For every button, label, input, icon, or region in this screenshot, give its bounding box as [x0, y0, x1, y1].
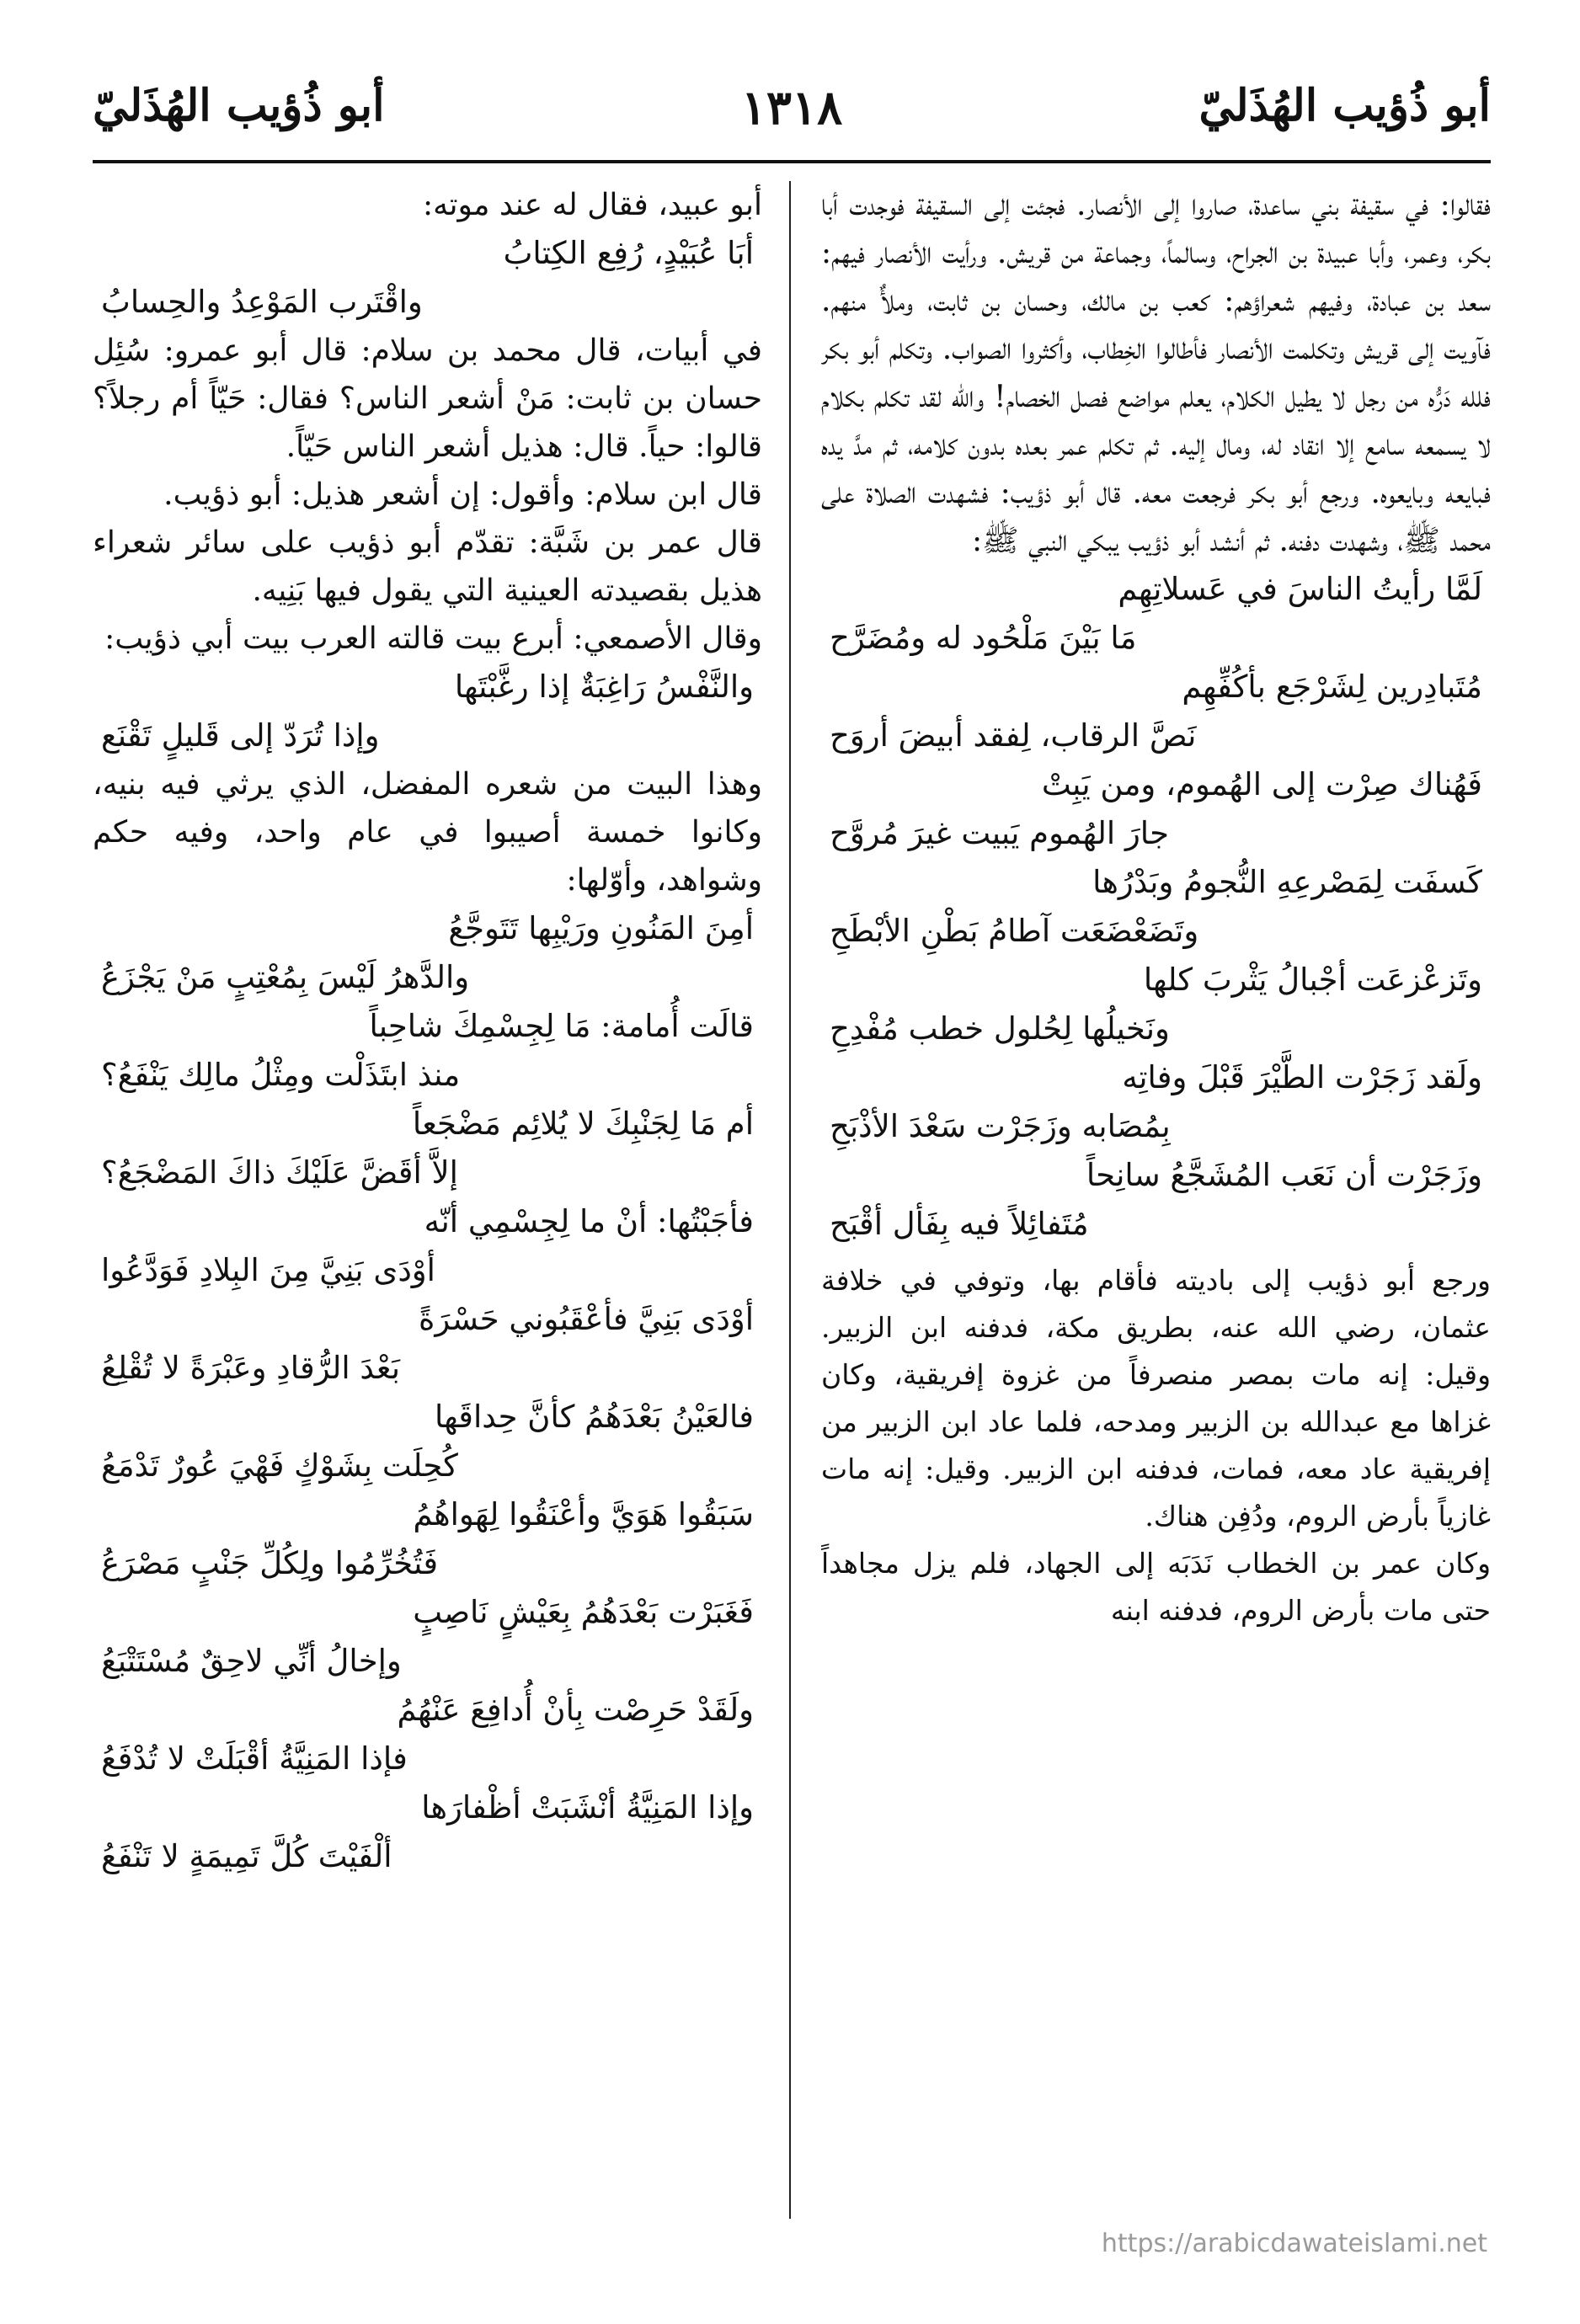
verse-line: وتَزعْزعَت أجْبالُ يَثْربَ كلها [1143, 962, 1482, 998]
verse-line: ونَخيلُها لِحُلول خطب مُفْدِحِ [830, 1010, 1170, 1047]
verse-line: كَسفَت لِمَصْرعِهِ النُّجومُ وبَدْرُها [1092, 864, 1482, 900]
paragraph: في أبيات، قال محمد بن سلام: قال أبو عمرو: سُئِل حسان بن ثابت: مَنْ أشعر الناس؟ فقال: حَيّاً أم رجلاً؟ قالوا: حياً. قال: هذيل أشعر الناس حَيّاً. [93, 333, 762, 464]
verse-line: ولَقد زَجَرْت الطَّيْرَ قَبْلَ وفاتِه [1122, 1059, 1482, 1095]
paragraph: قال ابن سلام: وأقول: إن أشعر هذيل: أبو ذؤيب. [163, 477, 762, 512]
verse-line: أبَا عُبَيْدٍ، رُفِع الكِتابُ [503, 235, 754, 271]
verse-line: إلاَّ أقَضَّ عَلَيْكَ ذاكَ المَضْجَعُ؟ [101, 1154, 458, 1191]
page-number: ١٣١٨ [740, 80, 843, 136]
verse-line: وزَجَرْت أن نَعَب المُشَجَّعُ سانِحاً [1086, 1157, 1482, 1193]
verse-line: مُتَبادِرين لِشَرْجَع بأكُفِّهِم [1182, 669, 1482, 705]
verse-line: أوْدَى بَنِيَّ مِنَ البِلادِ فَوَدَّعُوا [101, 1252, 435, 1288]
header-rule [93, 160, 1491, 163]
verse-line: فَغَبَرْت بَعْدَهُمُ بِعَيْشٍ نَاصِبٍ [413, 1594, 754, 1630]
verse-line: وإخالُ أنِّي لاحِقٌ مُسْتَتْبَعُ [101, 1643, 402, 1679]
verse-line: فَتُخُرِّمُوا ولِكُلِّ جَنْبٍ مَصْرَعُ [101, 1545, 439, 1581]
verse-line: فالعَيْنُ بَعْدَهُمُ كأنَّ حِداقَها [434, 1399, 754, 1435]
verse-line: والنَّفْسُ رَاغِبَةٌ إذا رغَّبْتَها [454, 669, 754, 705]
verse-line: فإذا المَنِيَّةُ أقْبَلَتْ لا تُدْفَعُ [101, 1740, 408, 1777]
verse-line: قالَت أُمامة: مَا لِجِسْمِكَ شاحِباً [369, 1008, 754, 1044]
verse-line: وإذا تُرَدّ إلى قَليلٍ تَقْنَع [101, 717, 380, 754]
watermark-url: https://arabicdawateislami.net [1101, 2229, 1487, 2258]
verse-line: منذ ابتَذَلْت ومِثْلُ مالِك يَنْفَعُ؟ [101, 1057, 461, 1093]
verse-line: وتَضَعْضَعَت آطامُ بَطْنِ الأبْطَحِ [830, 913, 1199, 949]
header-title-left: أبو ذُؤيب الهُذَليّ [93, 80, 385, 131]
column-divider [789, 181, 791, 2219]
paragraph: ورجع أبو ذؤيب إلى باديته فأقام بها، وتوفي في خلافة عثمان، رضي الله عنه، بطريق مكة، فدفنه ابن الزبير. وقيل: إنه مات بمصر منصرفاً من غزوة إفريقية، وكان غزاها مع عبدالله بن الزبير ومدحه، فلما عاد ابن الزبير من إفريقية عاد معه، فمات، فدفنه ابن الزبير. وقيل: إنه مات غازياً بأرض الروم، ودُفِن هناك. [821, 1264, 1491, 1532]
verse-line: نَصَّ الرقاب، لِفقد أبيضَ أروَح [830, 717, 1197, 754]
header-title-right: أبو ذُؤيب الهُذَليّ [1198, 80, 1491, 131]
verse-line: كُحِلَت بِشَوْكٍ فَهْيَ عُورٌ تَدْمَعُ [101, 1447, 458, 1484]
verse-line: جارَ الهُموم يَبيت غيرَ مُروَّح [830, 815, 1169, 851]
verse-line: أمِنَ المَنُونِ ورَيْبِها تَتَوجَّعُ [448, 910, 754, 946]
paragraph: وكان عمر بن الخطاب نَدَبَه إلى الجهاد، فلم يزل مجاهداً حتى مات بأرض الروم، فدفنه ابنه [821, 1547, 1491, 1627]
verse-line: ألْفَيْتَ كُلَّ تَمِيمَةٍ لا تَنْفَعُ [101, 1838, 392, 1874]
verse-line: والدَّهرُ لَيْسَ بِمُعْتِبٍ مَنْ يَجْزَعُ [101, 959, 470, 995]
verse-line: بِمُصَابه وزَجَرْت سَعْدَ الأذْبَحِ [830, 1108, 1171, 1144]
verse-line: ولَقَدْ حَرِصْت بِأنْ أُدافِعَ عَنْهُمُ [397, 1692, 754, 1728]
verse-line: مَا بَيْنَ مَلْحُود له ومُضَرَّح [830, 620, 1137, 656]
poem [93, 904, 762, 1881]
right-column [821, 181, 1491, 2219]
verse-line: أوْدَى بَنِيَّ فأعْقَبُوني حَسْرَةً [418, 1301, 754, 1337]
verse-line: وإذا المَنِيَّةُ أنْشَبَتْ أظْفارَها [421, 1789, 754, 1826]
verse-line: أم مَا لِجَنْبِكَ لا يُلائِم مَضْجَعاً [412, 1106, 754, 1142]
left-column [93, 181, 762, 2219]
paragraph: أبو عبيد، فقال له عند موته: [423, 188, 762, 222]
verse-line: فأجَبْتُها: أنْ ما لِجِسْمِي أنّه [424, 1203, 754, 1239]
paragraph: فقالوا: في سقيفة بني ساعدة، صاروا إلى الأنصار. فجئت إلى السقيفة فوجدت أبا بكر، وعمر، وأبا عبيدة بن الجراح، وسالماً، وجماعة من قريش. ورأيت الأنصار فيهم: سعد بن عبادة، وفيهم شعراؤهم: كعب بن مالك، وحسان بن ثابت، وملأٌ منهم. فآويت إلى قريش وتكلمت الأنصار فأطالوا الخِطاب، وأكثروا الصواب. وتكلم أبو بكر فلله دَرُّه من رجل لا يطيل الكلام، يعلم مواضع فصل الخصام! والله لقد تكلم بكلام لا يسمعه سامع إلا انقاد له، ومال إليه. ثم تكلم عمر بعده بدون كلامه، ثم مدَّ يده فبايعه وبايعوه. ورجع أبو بكر فرجعت معه. قال أبو ذؤيب: فشهدت الصلاة على محمد ﷺ، وشهدت دفنه. ثم أنشد أبو ذؤيب يبكي النبي ﷺ: [821, 188, 1491, 558]
verse-line: فَهُناك صِرْت إلى الهُموم، ومن يَبِتْ [1041, 766, 1482, 802]
verse-line: بَعْدَ الرُّقادِ وعَبْرَةً لا تُقْلِعُ [101, 1350, 400, 1386]
paragraph: قال عمر بن شَبَّة: تقدّم أبو ذؤيب على سائر شعراء هذيل بقصيدته العينية التي يقول فيها بَنِيه. [93, 525, 762, 608]
paragraph: وهذا البيت من شعره المفضل، الذي يرثي فيه بنيه، وكانوا خمسة أصيبوا في عام واحد، وفيه حكم وشواهد، وأوّلها: [93, 767, 762, 898]
verse-line: مُتَفائِلاً فيه بِفَأل أقْبَح [830, 1206, 1089, 1242]
paragraph: وقال الأصمعي: أبرع بيت قالته العرب بيت أبي ذؤيب: [104, 621, 762, 656]
verse-line: لَمَّا رأيتُ الناسَ في عَسلاتِهِم [1118, 571, 1482, 607]
running-header [93, 80, 1491, 156]
verse-line: واقْتَرب المَوْعِدُ والحِسابُ [101, 284, 423, 320]
poem [821, 565, 1491, 1249]
verse-line: سَبَقُوا هَوَيَّ وأعْنَقُوا لِهَواهُمُ [413, 1496, 754, 1532]
